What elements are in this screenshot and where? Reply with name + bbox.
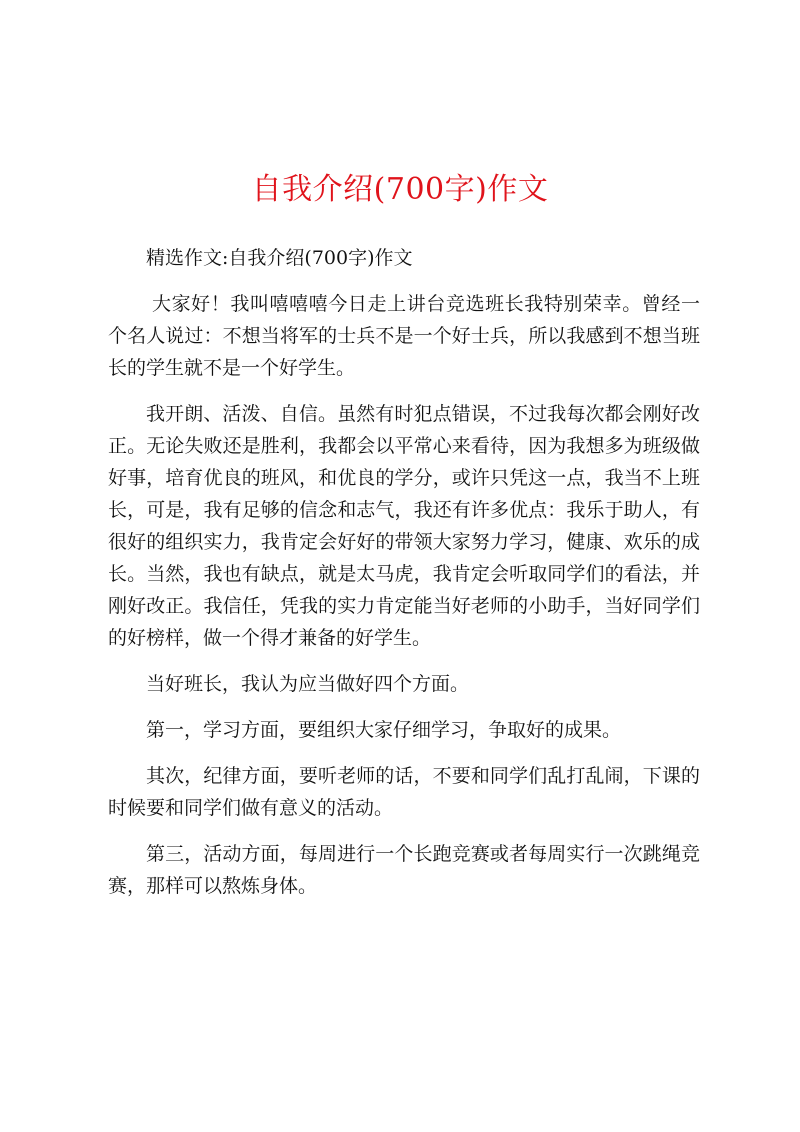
paragraph-5: 其次，纪律方面，要听老师的话，不要和同学们乱打乱闹，下课的时候要和同学们做有意义的活动。 bbox=[108, 765, 700, 819]
document-title: 自我介绍(700字)作文 bbox=[251, 172, 549, 207]
document-body bbox=[108, 242, 700, 916]
paragraph-4: 第一，学习方面，要组织大家仔细学习，争取好的成果。 bbox=[146, 719, 622, 741]
paragraph-2: 我开朗、活泼、自信。虽然有时犯点错误，不过我每次都会刚好改正。无论失败还是胜利，我都会以平常心来看待，因为我想多为班级做好事，培育优良的班风，和优良的学分，或许只凭这一点，我当不上班长，可是，我有足够的信念和志气，我还有许多优点：我乐于助人，有很好的组织实力，我肯定会好好的带领大家努力学习，健康、欢乐的成长。当然，我也有缺点，就是太马虎，我肯定会听取同学们的看法，并刚好改正。我信任，凭我的实力肯定能当好老师的小助手，当好同学们的好榜样，做一个得才兼备的好学生。 bbox=[108, 403, 700, 649]
document-subtitle: 精选作文:自我介绍(700字)作文 bbox=[146, 247, 413, 269]
paragraph-3: 当好班长，我认为应当做好四个方面。 bbox=[146, 673, 470, 695]
paragraph-6: 第三，活动方面，每周进行一个长跑竞赛或者每周实行一次跳绳竞赛，那样可以熬炼身体。 bbox=[108, 843, 700, 897]
paragraph-1: 大家好！我叫嘻嘻嘻今日走上讲台竞选班长我特别荣幸。曾经一个名人说过：不想当将军的士兵不是一个好士兵，所以我感到不想当班长的学生就不是一个好学生。 bbox=[108, 293, 700, 379]
